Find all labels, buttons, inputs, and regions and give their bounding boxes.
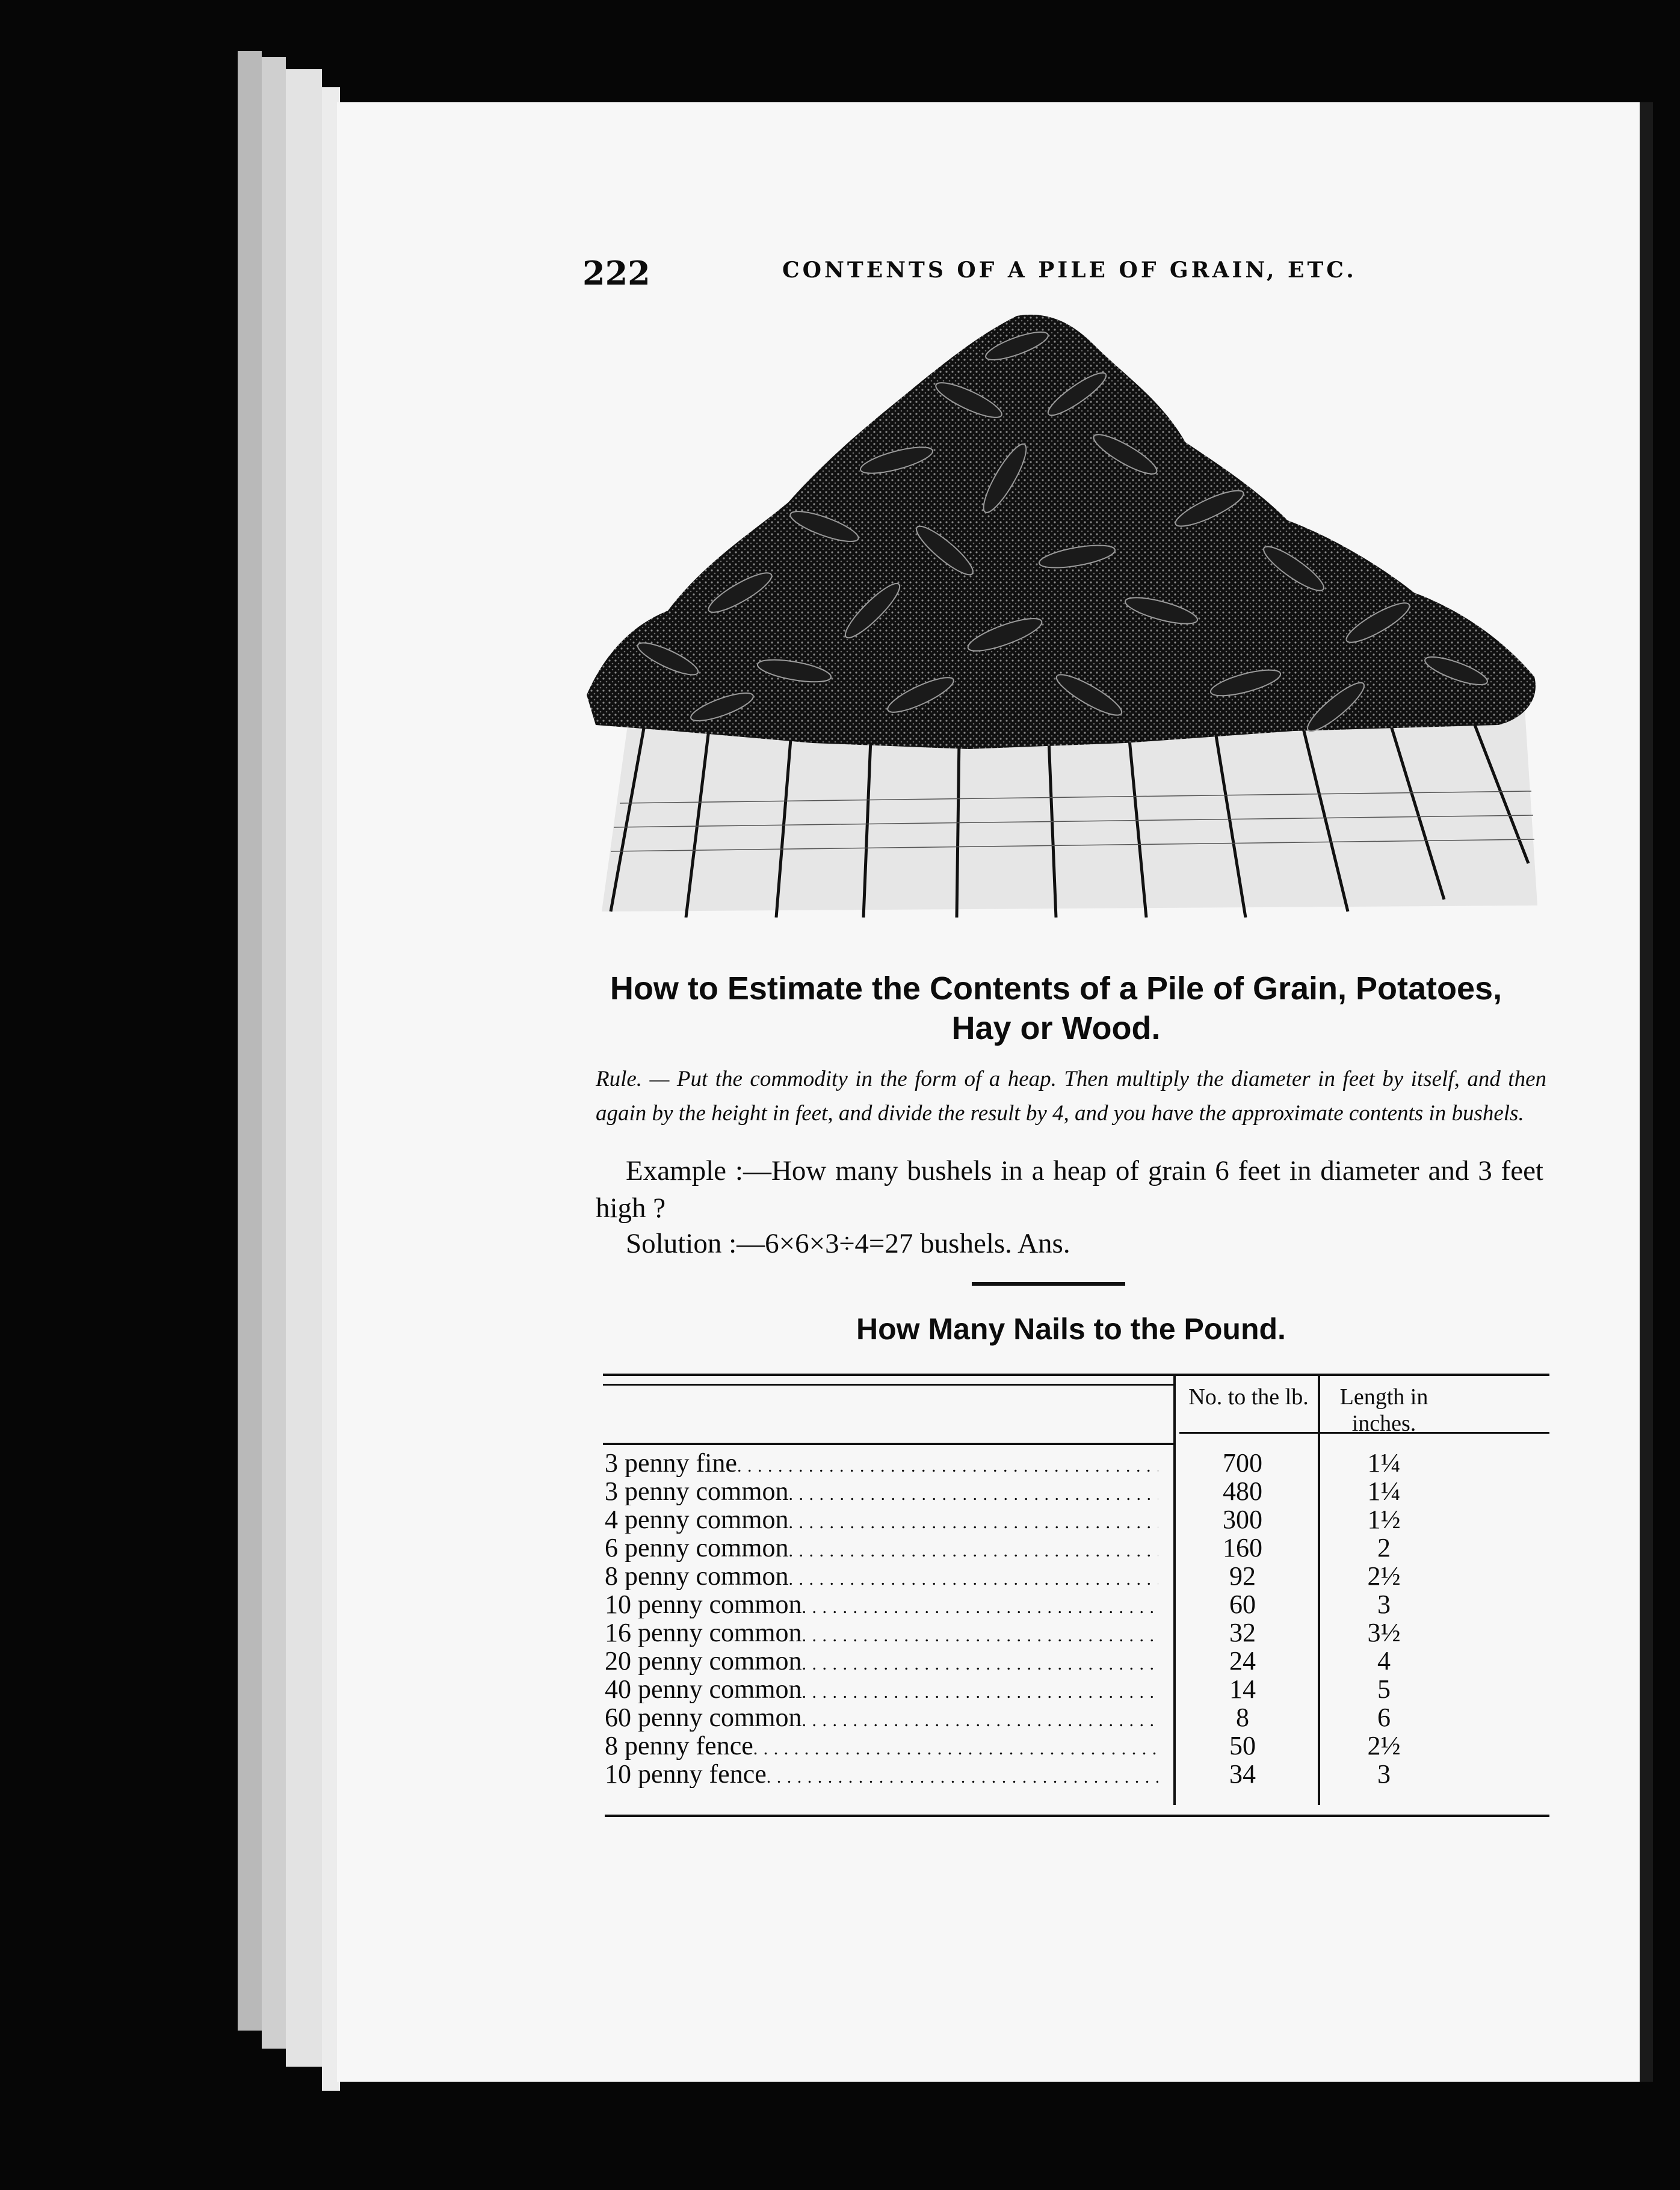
book-edge: [238, 51, 262, 2031]
table-top-rule: [603, 1374, 1549, 1376]
grain-pile-illustration: [584, 310, 1546, 918]
section-divider: [972, 1282, 1125, 1286]
nail-length: 4: [1377, 1646, 1391, 1676]
table-row-label: [605, 1562, 1158, 1590]
solution-line: Solution :—6×6×3÷4=27 bushels. Ans.: [626, 1228, 1070, 1259]
nail-size: 8 penny common: [605, 1562, 789, 1590]
book-page: [337, 102, 1643, 2082]
nail-size: 3 penny common: [605, 1477, 789, 1505]
nail-length: 2½: [1367, 1731, 1401, 1760]
column-header-length: Length in inches.: [1339, 1384, 1428, 1436]
nail-count: 700: [1223, 1448, 1262, 1478]
dot-leader: [737, 1449, 1158, 1477]
table-row-label: [605, 1477, 1158, 1505]
nail-size: 20 penny common: [605, 1647, 802, 1675]
nail-count: 34: [1229, 1759, 1256, 1789]
nail-size: 16 penny common: [605, 1618, 802, 1647]
nail-length: 5: [1377, 1674, 1391, 1704]
nail-length: 2: [1377, 1533, 1391, 1562]
page-number: 222: [582, 254, 650, 292]
table-row-label: [605, 1675, 1158, 1703]
table-row-label: [605, 1618, 1158, 1647]
dot-leader: [802, 1618, 1158, 1647]
nail-count: 160: [1223, 1533, 1262, 1562]
page-spine-edge: [1640, 102, 1653, 2082]
nail-size: 4 penny common: [605, 1505, 789, 1534]
column-divider: [1173, 1375, 1176, 1805]
nail-size: 40 penny common: [605, 1675, 802, 1703]
book-edge: [286, 69, 322, 2067]
nail-count: 8: [1236, 1703, 1249, 1732]
table-row-label: [605, 1449, 1158, 1477]
nail-size: 6 penny common: [605, 1534, 789, 1562]
column-divider: [1318, 1375, 1320, 1805]
rule-paragraph: Rule. — Put the commodity in the form of a heap. Then multiply the diameter in feet by itself, and then again by the height in feet, and divide the result by 4, and you have the approximate contents in bushels.: [596, 1067, 1546, 1126]
table-row-label: [605, 1505, 1158, 1534]
table-row-label: [605, 1534, 1158, 1562]
dot-leader: [753, 1732, 1158, 1760]
heading-nails-per-pound: How Many Nails to the Pound.: [856, 1312, 1286, 1346]
nail-count: 300: [1223, 1505, 1262, 1534]
table-row-label: [605, 1760, 1158, 1788]
nail-count: 14: [1229, 1674, 1256, 1704]
nail-length: 6: [1377, 1703, 1391, 1732]
nail-length: 3½: [1367, 1618, 1401, 1647]
nail-count: 24: [1229, 1646, 1256, 1676]
nail-size: 10 penny fence: [605, 1760, 767, 1788]
running-head: CONTENTS OF A PILE OF GRAIN, ETC.: [782, 258, 1357, 283]
nail-length: 1¼: [1367, 1448, 1401, 1478]
nail-length: 1¼: [1367, 1476, 1401, 1506]
dot-leader: [802, 1675, 1158, 1703]
dot-leader: [802, 1590, 1158, 1618]
nail-length: 1½: [1367, 1505, 1401, 1534]
dot-leader: [789, 1477, 1158, 1505]
table-row-label: [605, 1590, 1158, 1618]
nail-count: 50: [1229, 1731, 1256, 1760]
nail-length: 3: [1377, 1759, 1391, 1789]
dot-leader: [802, 1703, 1158, 1732]
nail-count: 480: [1223, 1476, 1262, 1506]
nail-size: 60 penny common: [605, 1703, 802, 1732]
nail-size: 10 penny common: [605, 1590, 802, 1618]
dot-leader: [789, 1534, 1158, 1562]
dot-leader: [789, 1562, 1158, 1590]
heading-grain-pile: How to Estimate the Contents of a Pile of Grain, Potatoes, Hay or Wood.: [610, 970, 1502, 1046]
dot-leader: [802, 1647, 1158, 1675]
table-header-rule: [603, 1384, 1175, 1386]
nail-size: 3 penny fine: [605, 1449, 737, 1477]
nail-count: 60: [1229, 1590, 1256, 1619]
nail-count: 32: [1229, 1618, 1256, 1647]
nail-length: 2½: [1367, 1561, 1401, 1591]
table-row-label: [605, 1732, 1158, 1760]
dot-leader: [789, 1505, 1158, 1534]
nail-length: 3: [1377, 1590, 1391, 1619]
table-bottom-rule: [605, 1815, 1549, 1817]
table-header-rule: [603, 1443, 1175, 1445]
nail-size: 8 penny fence: [605, 1732, 753, 1760]
table-row-label: [605, 1647, 1158, 1675]
example-paragraph: Example :—How many bushels in a heap of grain 6 feet in diameter and 3 feet high ?: [596, 1155, 1543, 1224]
dot-leader: [767, 1760, 1158, 1788]
nail-count: 92: [1229, 1561, 1256, 1591]
book-edge: [262, 57, 286, 2049]
table-row-label: [605, 1703, 1158, 1732]
column-header-count: No. to the lb.: [1188, 1384, 1309, 1410]
